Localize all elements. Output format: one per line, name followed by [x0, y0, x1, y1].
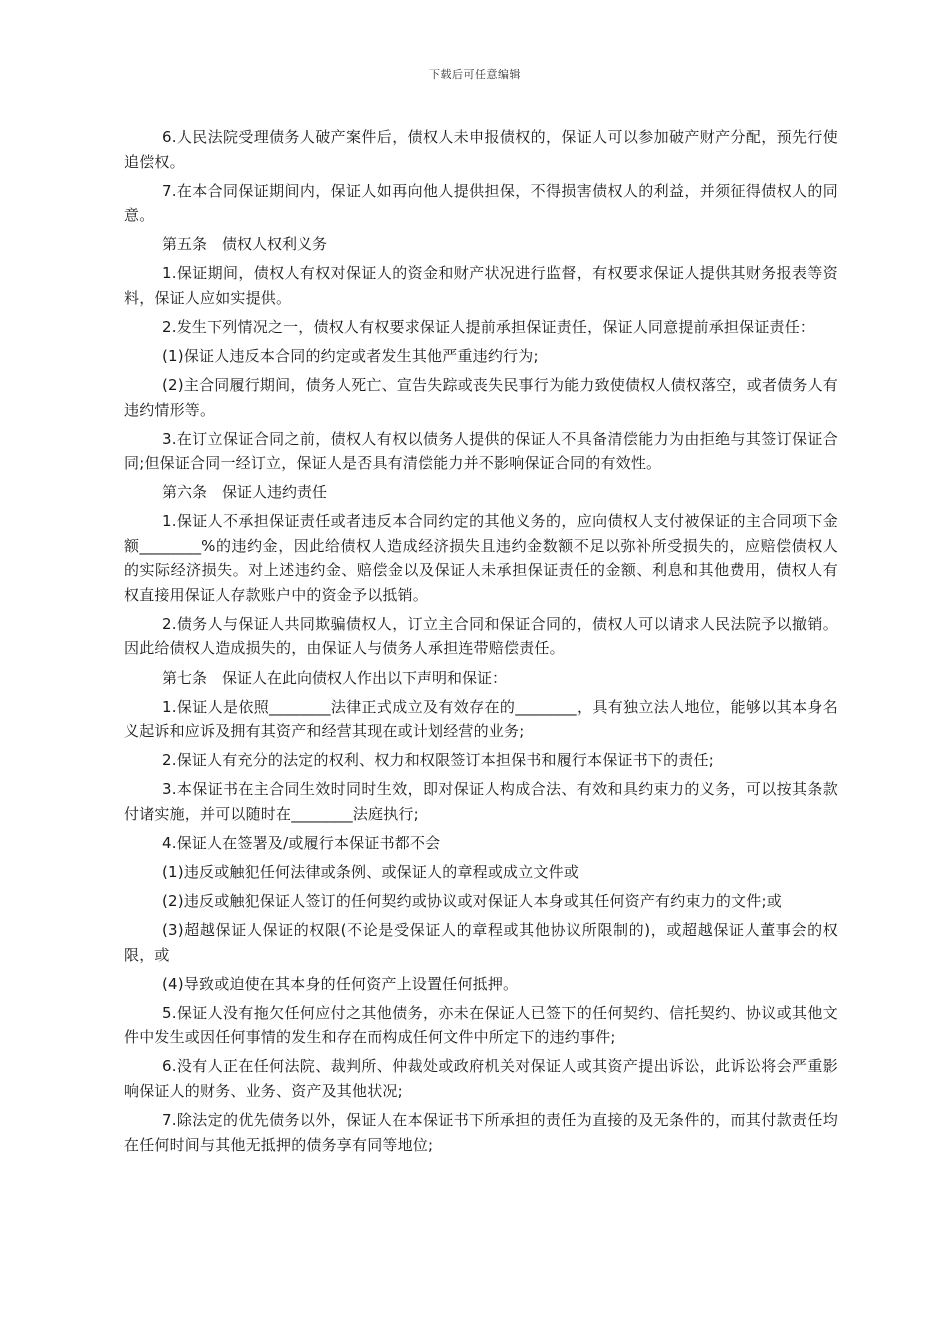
paragraph: (1)保证人违反本合同的约定或者发生其他严重违约行为;	[162, 346, 539, 365]
document-body	[124, 125, 838, 1162]
paragraph: 1.保证期间，债权人有权对保证人的资金和财产状况进行监督，有权要求保证人提供其财务报表等资料，保证人应如实提供。	[124, 264, 838, 307]
section-heading: 第五条 债权人权利义务	[162, 235, 328, 254]
paragraph: 3.本保证书在主合同生效时同时生效，即对保证人构成合法、有效和具约束力的义务，可以按其条款付诸实施，并可以随时在________法庭执行;	[124, 780, 838, 823]
section-heading: 第六条 保证人违约责任	[162, 483, 328, 502]
paragraph: 7.除法定的优先债务以外，保证人在本保证书下所承担的责任为直接的及无条件的，而其付款责任均在任何时间与其他无抵押的债务享有同等地位;	[124, 1111, 838, 1154]
paragraph: 6.人民法院受理债务人破产案件后，债权人未申报债权的，保证人可以参加破产财产分配，预先行使追偿权。	[124, 128, 838, 171]
paragraph: 2.保证人有充分的法定的权利、权力和权限签订本担保书和履行本保证书下的责任;	[162, 751, 714, 770]
paragraph: 1.保证人不承担保证责任或者违反本合同约定的其他义务的，应向债权人支付被保证的主合同项下金额________%的违约金，因此给债权人造成经济损失且违约金数额不足以弥补所受损失的，应赔偿债权人的实际经济损失。对上述违约金、赔偿金以及保证人未承担保证责任的金额、利息和其他费用，债权人有权直接用保证人存款账户中的资金予以抵销。	[124, 512, 838, 604]
paragraph: (3)超越保证人保证的权限(不论是受保证人的章程或其他协议所限制的)，或超越保证人董事会的权限，或	[124, 921, 838, 964]
section-heading: 第七条 保证人在此向债权人作出以下声明和保证：	[162, 668, 508, 687]
paragraph: 2.债务人与保证人共同欺骗债权人，订立主合同和保证合同的，债权人可以请求人民法院予以撤销。因此给债权人造成损失的，由保证人与债务人承担连带赔偿责任。	[124, 614, 838, 658]
paragraph: 1.保证人是依照________法律正式成立及有效存在的________，具有独立法人地位，能够以其本身名义起诉和应诉及拥有其资产和经营其现在或计划经营的业务;	[124, 697, 838, 741]
paragraph: (2)主合同履行期间，债务人死亡、宣告失踪或丧失民事行为能力致使债权人债权落空，或者债务人有违约情形等。	[124, 376, 838, 419]
paragraph: 2.发生下列情况之一，债权人有权要求保证人提前承担保证责任，保证人同意提前承担保证责任：	[162, 317, 816, 336]
paragraph: 5.保证人没有拖欠任何应付之其他债务，亦未在保证人已签下的任何契约、信托契约、协议或其他文件中发生或因任何事情的发生和存在而构成任何文件中所定下的违约事件;	[124, 1003, 838, 1047]
paragraph: 3.在订立保证合同之前，债权人有权以债务人提供的保证人不具备清偿能力为由拒绝与其签订保证合同;但保证合同一经订立，保证人是否具有清偿能力并不影响保证合同的有效性。	[124, 429, 838, 473]
paragraph: (4)导致或迫使在其本身的任何资产上设置任何抵押。	[162, 974, 519, 993]
paragraph: 7.在本合同保证期间内，保证人如再向他人提供担保，不得损害债权人的利益，并须征得债权人的同意。	[124, 181, 838, 225]
paragraph: (1)违反或触犯任何法律或条例、或保证人的章程或成立文件或	[162, 863, 580, 881]
paragraph: 4.保证人在签署及/或履行本保证书都不会	[162, 833, 441, 852]
paragraph: (2)违反或触犯保证人签订的任何契约或协议或对保证人本身或其任何资产有约束力的文件;或	[162, 892, 782, 911]
paragraph: 6.没有人正在任何法院、裁判所、仲裁处或政府机关对保证人或其资产提出诉讼，此诉讼将会严重影响保证人的财务、业务、资产及其他状况;	[124, 1057, 838, 1100]
page-header: 下载后可任意编辑	[429, 68, 521, 81]
